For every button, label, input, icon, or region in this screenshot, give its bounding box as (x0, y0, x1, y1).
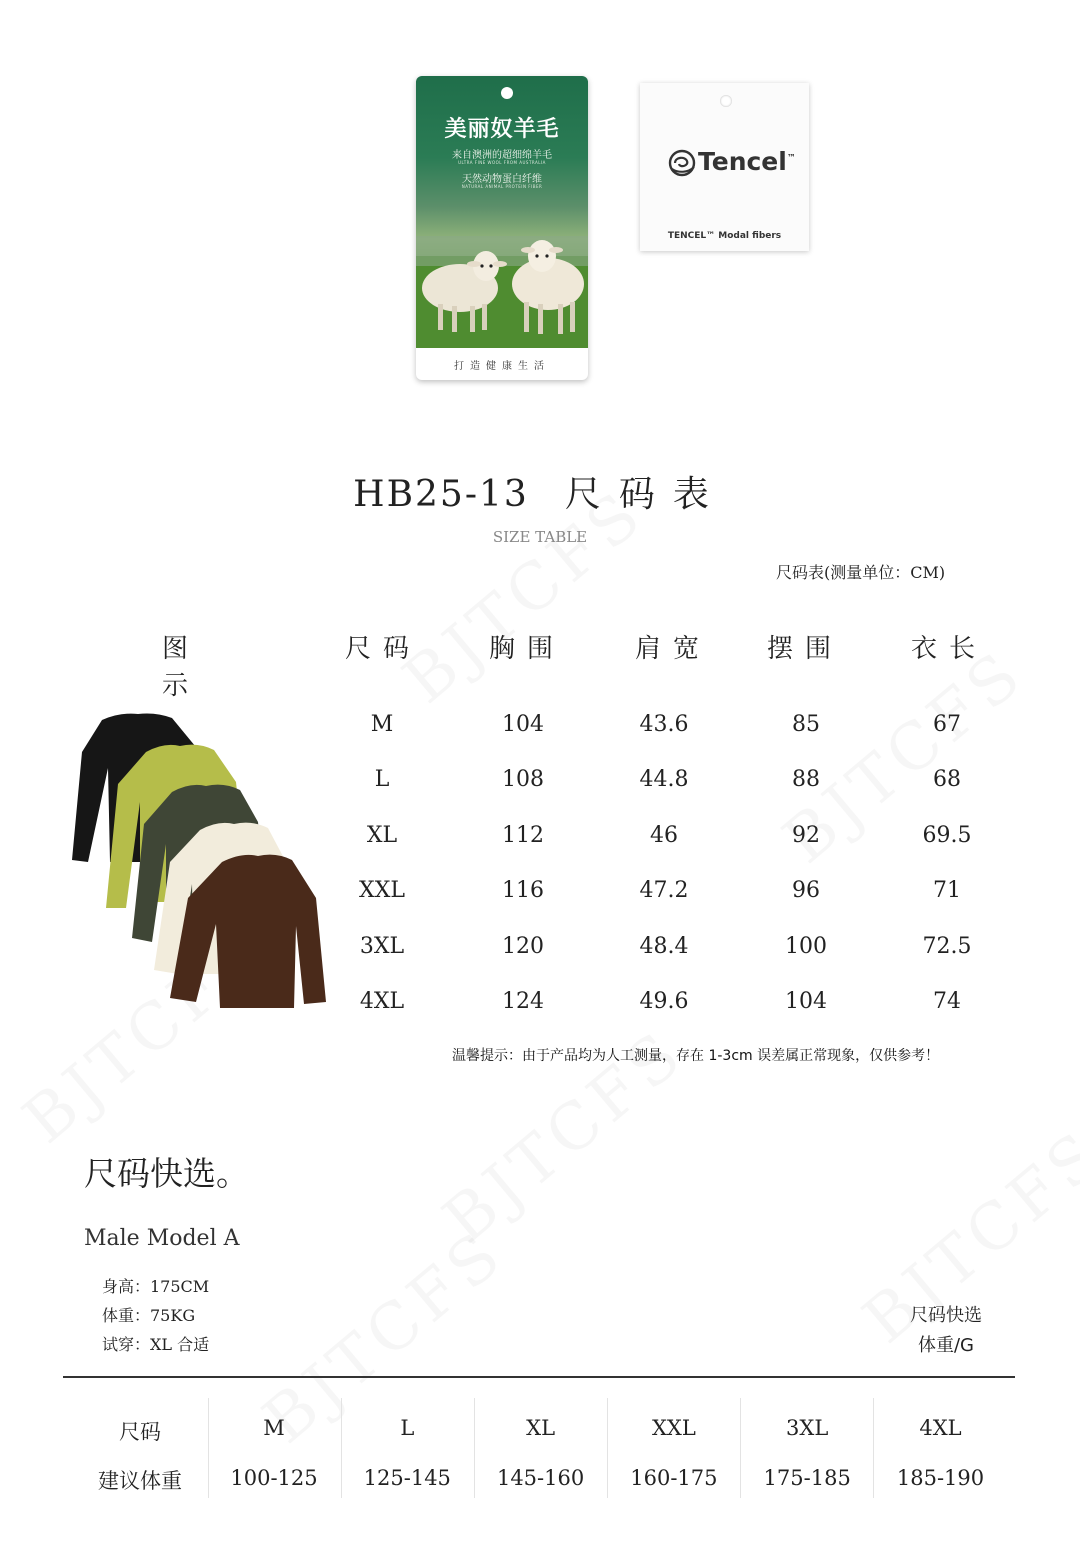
row-label-weight: 建议体重 (98, 1469, 182, 1493)
cell-shoulder: 49.6 (639, 989, 689, 1014)
quick-size: 3XL (786, 1416, 829, 1440)
header-length: 衣长 (910, 634, 987, 664)
wool-tag-line1: 来自澳洲的超细绵羊毛 (452, 150, 552, 161)
cell-length: 72.5 (922, 933, 972, 959)
quick-weight: 160-175 (630, 1466, 718, 1490)
quick-weight: 185-190 (896, 1466, 985, 1490)
quick-weight: 100-125 (230, 1466, 318, 1490)
cell-hem: 88 (792, 767, 820, 793)
quick-weight: 125-145 (363, 1466, 451, 1490)
cell-shoulder: 47.2 (639, 878, 689, 904)
model-name: Male Model A (84, 1226, 240, 1251)
sweater-stack-illustration (60, 712, 340, 1012)
header-chest: 胸围 (488, 634, 565, 664)
cell-hem: 96 (792, 878, 820, 904)
quick-pick-label: 尺码快选 (910, 1305, 982, 1326)
cell-chest: 112 (502, 822, 544, 848)
product-code: HB25-13 (353, 474, 529, 515)
sheep-illustration (416, 196, 588, 348)
cell-chest: 124 (502, 989, 544, 1014)
quick-size: 4XL (919, 1416, 962, 1440)
wool-tag-line2-en: NATURAL ANIMAL PROTEIN FIBER (461, 184, 543, 189)
header-diagram: 图示 (161, 634, 234, 701)
column-divider (474, 1398, 475, 1498)
wool-tag-footer: 打造健康生活 (454, 361, 550, 372)
tencel-brand: Tencel™ (698, 147, 796, 176)
size-table-title: 尺码表 (564, 474, 727, 515)
model-height: 身高：175CM (102, 1277, 210, 1296)
tag-hole (720, 95, 732, 107)
quick-size: XL (526, 1416, 556, 1440)
wool-tag-line2: 天然动物蛋白纤维 (462, 174, 542, 185)
wool-tag-line1-en: ULTRA FINE WOOL FROM AUSTRALIA (458, 160, 546, 165)
column-divider (873, 1398, 874, 1498)
wool-hang-tag (416, 76, 588, 380)
row-label-size: 尺码 (119, 1420, 161, 1444)
tag-hole (501, 87, 513, 99)
header-hem: 摆围 (766, 634, 843, 664)
header-size: 尺码 (344, 634, 421, 664)
header-shoulder: 肩宽 (634, 634, 711, 664)
cell-length: 71 (933, 878, 961, 904)
column-divider (740, 1398, 741, 1498)
cell-shoulder: 44.8 (639, 767, 689, 793)
page-subtitle: SIZE TABLE (492, 528, 588, 546)
cell-shoulder: 43.6 (639, 712, 689, 737)
column-divider (208, 1398, 209, 1498)
cell-size: M (370, 712, 394, 737)
unit-note: 尺码表(测量单位：CM) (776, 563, 946, 582)
weight-unit-label: 体重/G (917, 1335, 974, 1356)
cell-hem: 85 (792, 712, 820, 737)
cell-chest: 120 (502, 933, 544, 959)
cell-chest: 104 (502, 712, 544, 737)
quick-size: M (263, 1416, 285, 1440)
tencel-hang-tag (640, 83, 809, 251)
quick-size: XXL (651, 1416, 696, 1440)
cell-chest: 108 (502, 767, 544, 793)
cell-size: XXL (359, 878, 405, 904)
quick-weight: 175-185 (763, 1466, 851, 1490)
cell-length: 74 (933, 989, 961, 1014)
cell-size: 3XL (359, 933, 405, 959)
model-weight: 体重：75KG (102, 1306, 196, 1325)
cell-size: XL (366, 822, 398, 848)
cell-length: 68 (933, 767, 961, 793)
measurement-note: 温馨提示：由于产品均为人工测量，存在 1-3cm 误差属正常现象，仅供参考！ (452, 1048, 940, 1064)
cell-hem: 104 (785, 989, 827, 1014)
cell-hem: 92 (792, 822, 820, 848)
quick-size: L (400, 1416, 415, 1440)
divider (63, 1376, 1015, 1378)
cell-size: 4XL (359, 989, 405, 1014)
column-divider (607, 1398, 608, 1498)
tencel-logo-icon (668, 149, 696, 177)
column-divider (341, 1398, 342, 1498)
cell-hem: 100 (785, 933, 827, 959)
tencel-subtitle: TENCEL™ Modal fibers (667, 231, 782, 241)
quick-weight: 145-160 (496, 1466, 585, 1490)
quick-pick-title: 尺码快选。 (84, 1154, 249, 1193)
cell-shoulder: 48.4 (639, 933, 689, 959)
cell-shoulder: 46 (650, 822, 678, 848)
model-fit: 试穿：XL 合适 (102, 1335, 210, 1354)
cell-length: 67 (933, 712, 961, 737)
cell-chest: 116 (502, 878, 544, 904)
cell-length: 69.5 (922, 822, 972, 848)
cell-size: L (374, 767, 390, 793)
wool-tag-title: 美丽奴羊毛 (444, 117, 560, 142)
page-title (0, 466, 1080, 517)
